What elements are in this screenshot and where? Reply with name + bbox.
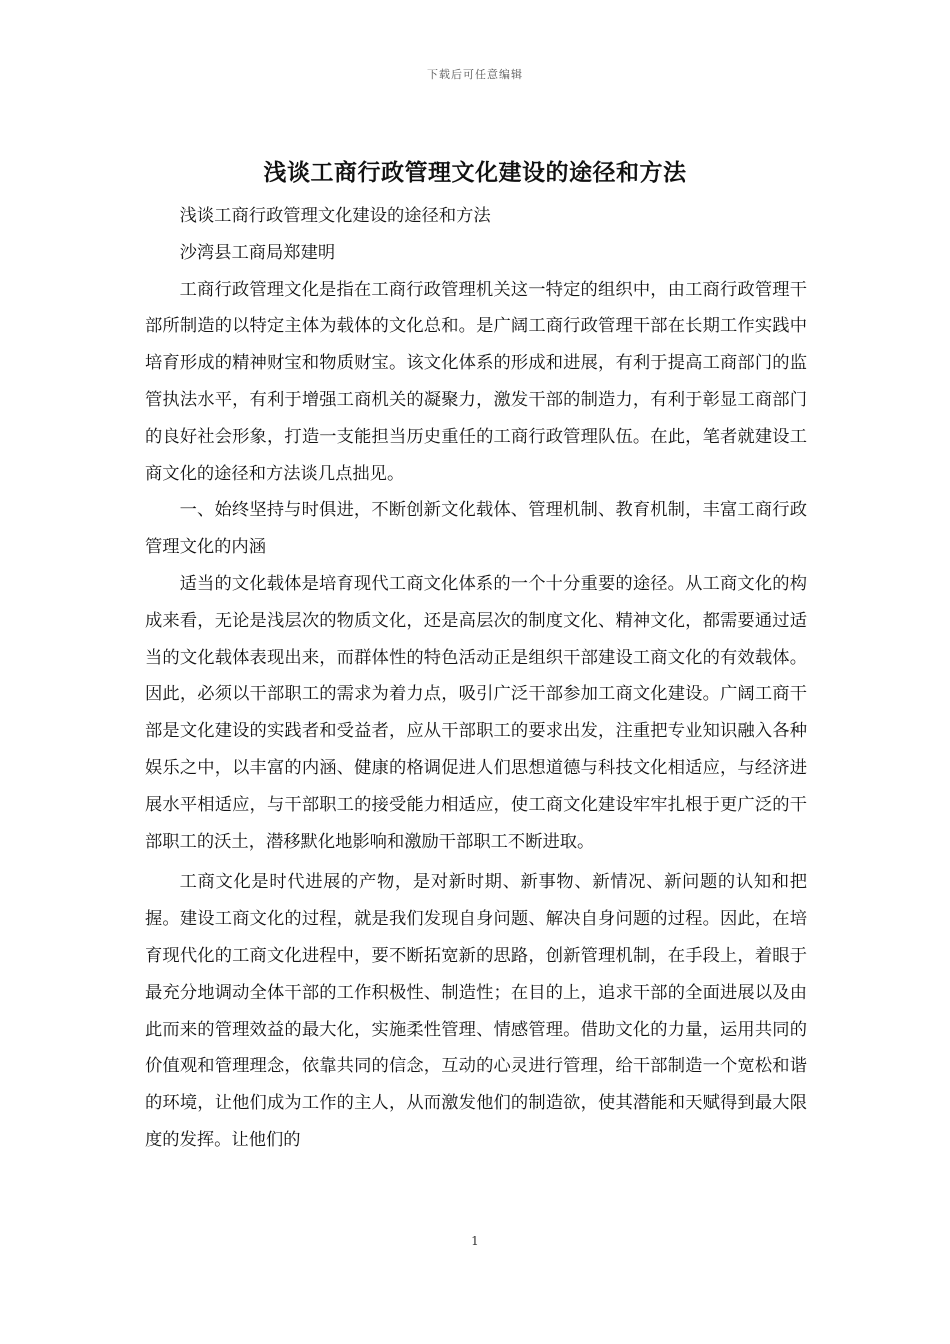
author-paragraph: 沙湾县工商局郑建明: [179, 242, 336, 263]
document-title: 浅谈工商行政管理文化建设的途径和方法: [263, 159, 687, 186]
body-paragraph: 工商文化是时代进展的产物，是对新时期、新事物、新情况、新问题的认知和把握。建设工商文化的过程，就是我们发现自身问题、解决自身问题的过程。因此，在培育现代化的工商文化进程中，要不断拓宽新的思路，创新管理机制，在手段上，着眼于最充分地调动全体干部的工作积极性、制造性；在目的上，追求干部的全面进展以及由此而来的管理效益的最大化，实施柔性管理、情感管理。借助文化的力量，运用共同的价值观和管理理念，依靠共同的信念，互动的心灵进行管理，给干部制造一个宽松和谐的环境，让他们成为工作的主人，从而激发他们的制造欲，使其潜能和天赋得到最大限度的发挥。让他们的: [145, 872, 807, 1150]
section-heading-paragraph: 一、始终坚持与时俱进，不断创新文化载体、管理机制、教育机制，丰富工商行政管理文化的内涵: [145, 500, 807, 558]
body-paragraph: 工商行政管理文化是指在工商行政管理机关这一特定的组织中，由工商行政管理干部所制造的以特定主体为载体的文化总和。是广阔工商行政管理干部在长期工作实践中培育形成的精神财宝和物质财宝。该文化体系的形成和进展，有利于提高工商部门的监管执法水平，有利于增强工商机关的凝聚力，激发干部的制造力，有利于彰显工商部门的良好社会形象，打造一支能担当历史重任的工商行政管理队伍。在此，笔者就建设工商文化的途径和方法谈几点拙见。: [145, 279, 807, 484]
body-paragraph: 适当的文化载体是培育现代工商文化体系的一个十分重要的途径。从工商文化的构成来看，无论是浅层次的物质文化，还是高层次的制度文化、精神文化，都需要通过适当的文化载体表现出来，而群体性的特色活动正是组织干部建设工商文化的有效载体。因此，必须以干部职工的需求为着力点，吸引广泛干部参加工商文化建设。广阔工商干部是文化建设的实践者和受益者，应从干部职工的要求出发，注重把专业知识融入各种娱乐之中，以丰富的内涵、健康的格调促进人们思想道德与科技文化相适应，与经济进展水平相适应，与干部职工的接受能力相适应，使工商文化建设牢牢扎根于更广泛的干部职工的沃土，潜移默化地影响和激励干部职工不断进取。: [145, 573, 807, 852]
subtitle-paragraph: 浅谈工商行政管理文化建设的途径和方法: [179, 206, 491, 226]
header-note: 下载后可任意编辑: [427, 68, 523, 81]
document-body: [145, 198, 807, 1159]
page-number: 1: [471, 1234, 479, 1248]
